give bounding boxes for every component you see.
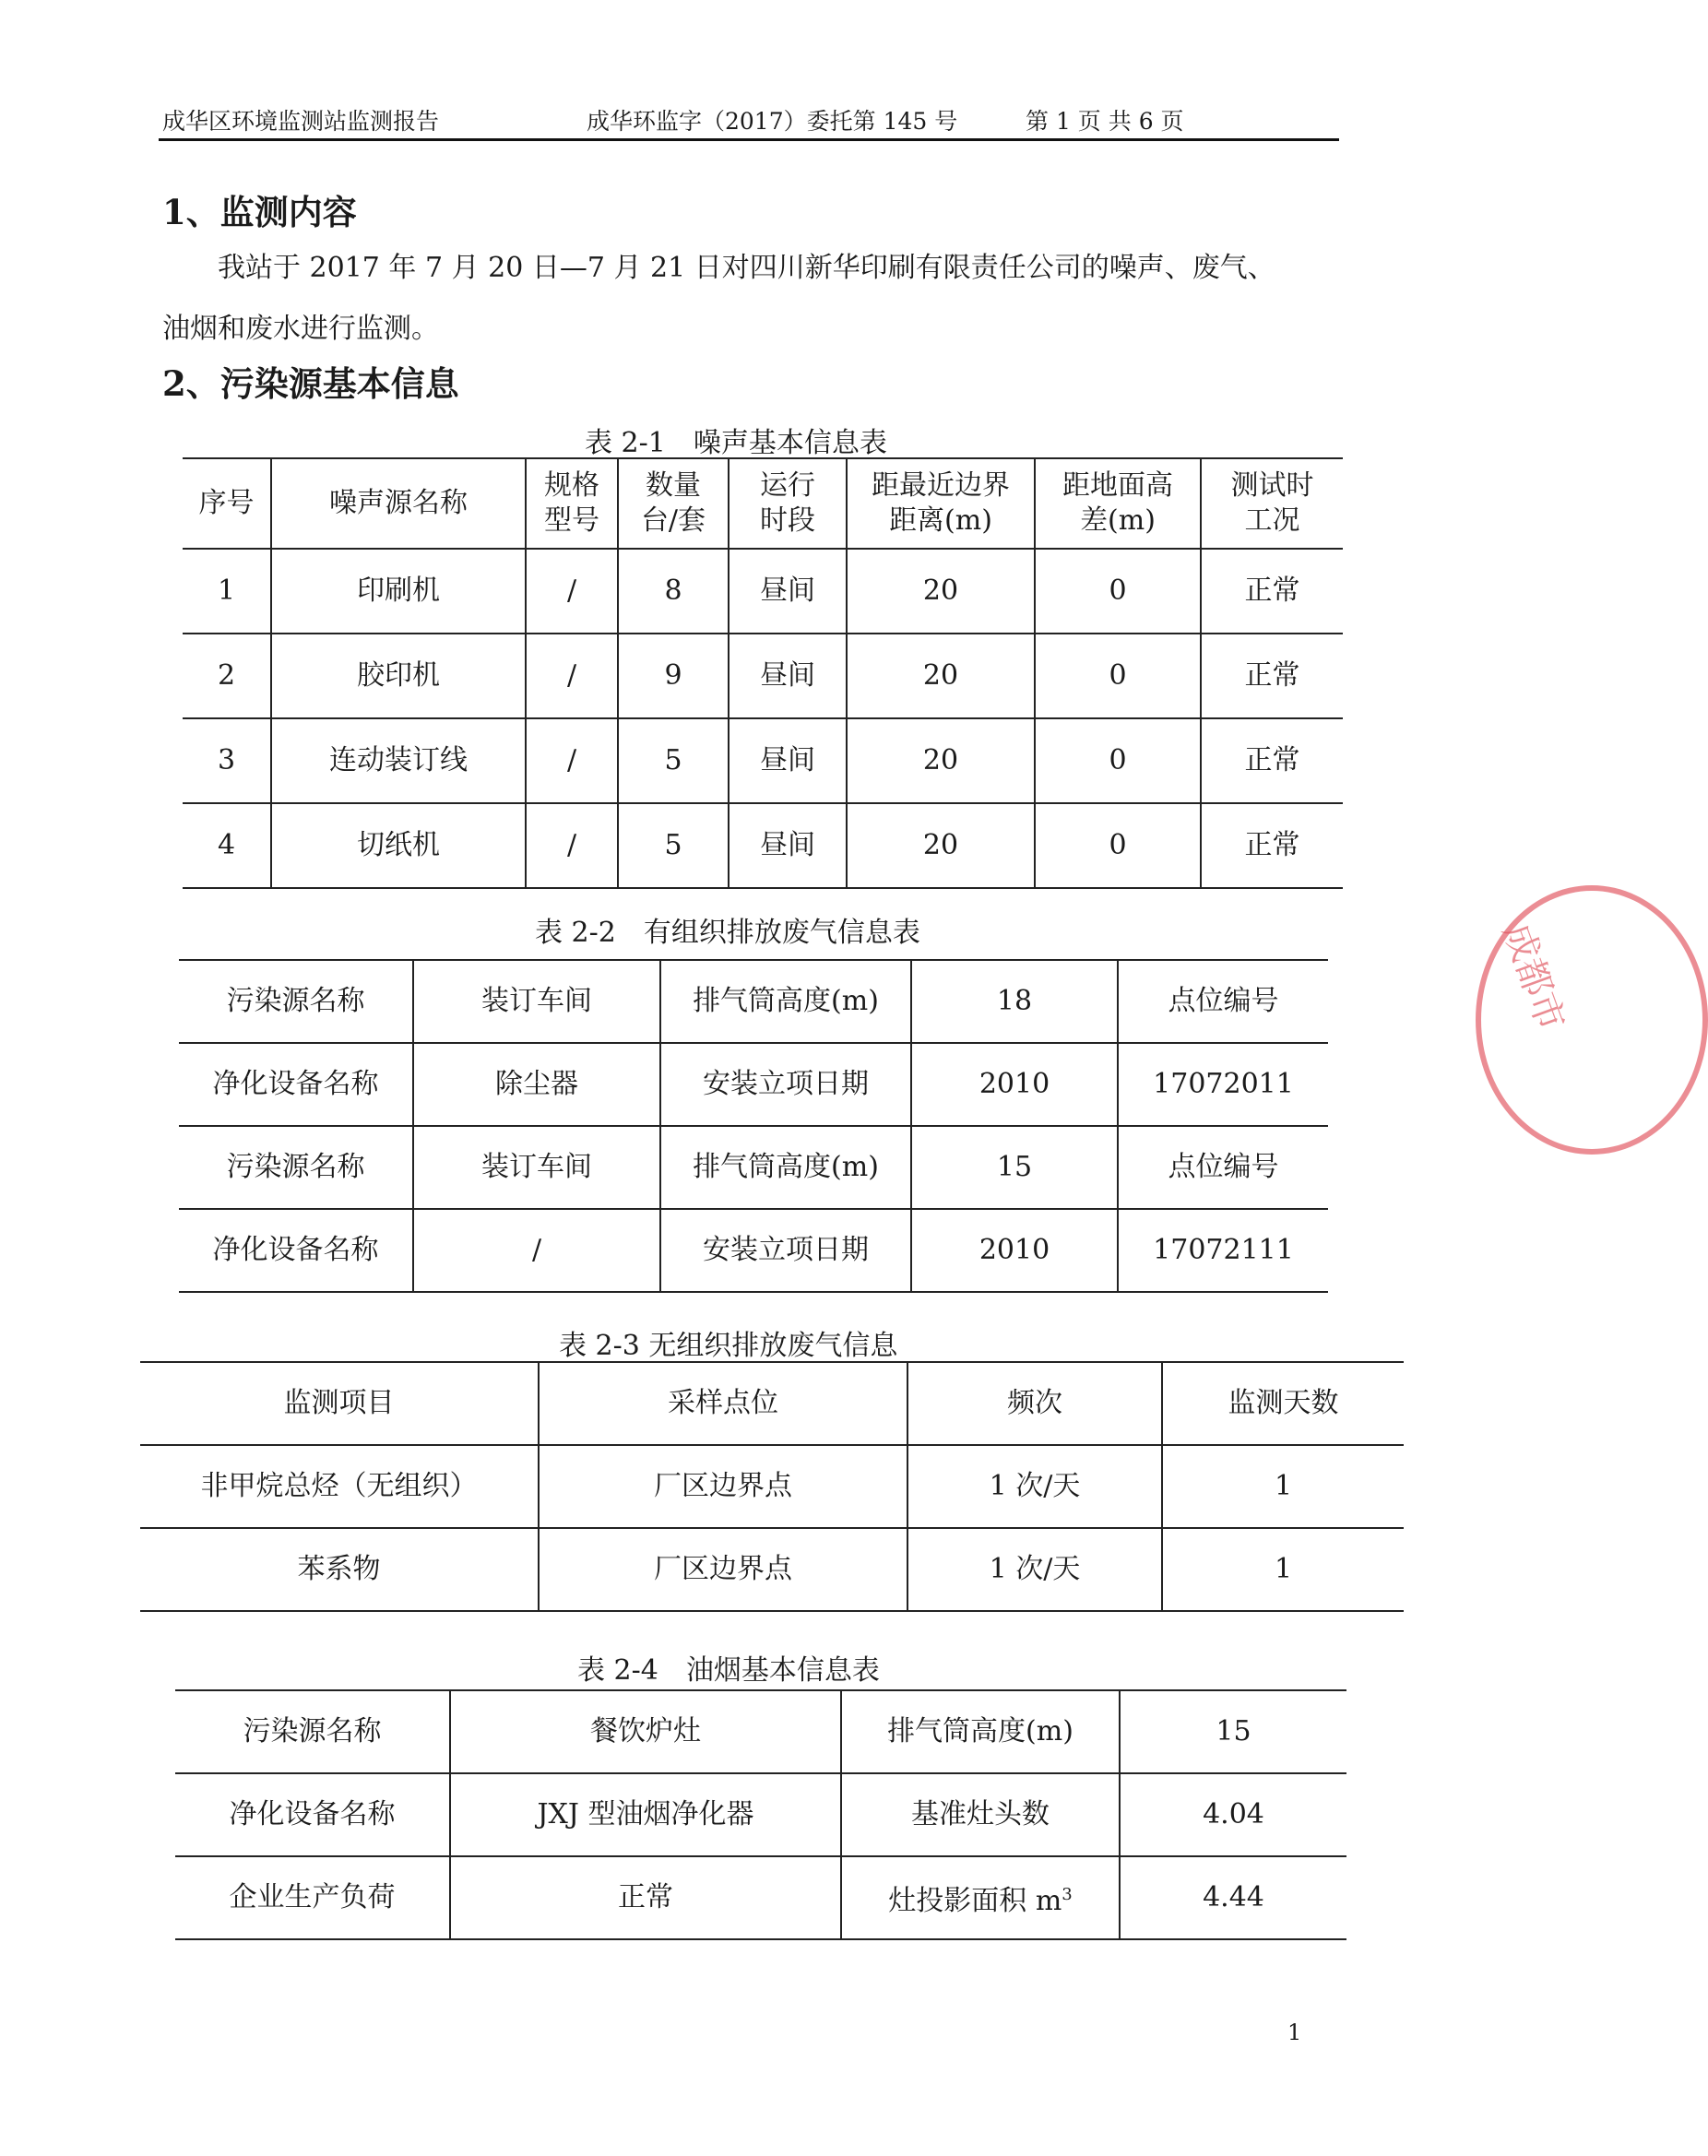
table-cell: / [413, 1209, 660, 1292]
table-cell: 正常 [450, 1856, 841, 1939]
table-cell: 17072111 [1118, 1209, 1328, 1292]
table-cell: 9 [618, 634, 729, 718]
table-cell: 昼间 [729, 634, 847, 718]
table-cell: 净化设备名称 [179, 1209, 413, 1292]
table-row [179, 1209, 1328, 1292]
table3-header-cell: 频次 [907, 1362, 1162, 1445]
table-cell: 17072011 [1118, 1043, 1328, 1126]
table3-header-row [140, 1362, 1404, 1445]
table-cell: 企业生产负荷 [175, 1856, 450, 1939]
page-number: 1 [1287, 2020, 1302, 2045]
table-cell: 装订车间 [413, 960, 660, 1043]
table-cell: 20 [847, 803, 1035, 888]
table-cell: 4.44 [1120, 1856, 1346, 1939]
table-row [183, 634, 1343, 718]
table-row [175, 1690, 1346, 1773]
table-cell: 昼间 [729, 549, 847, 634]
table4-caption: 表 2-4 油烟基本信息表 [577, 1654, 880, 1687]
table-cell: 1 次/天 [907, 1445, 1162, 1528]
table-cell: 净化设备名称 [175, 1773, 450, 1856]
header-page-info: 第 1 页 共 6 页 [1026, 108, 1184, 135]
table-cell: 点位编号 [1118, 1126, 1328, 1209]
table3-header-cell: 采样点位 [539, 1362, 907, 1445]
table-cell: 连动装订线 [271, 718, 526, 803]
table-row [179, 960, 1328, 1043]
table-row [183, 803, 1343, 888]
table1-caption: 表 2-1 噪声基本信息表 [585, 427, 887, 459]
table3-header-cell: 监测项目 [140, 1362, 539, 1445]
table-cell: 正常 [1201, 718, 1343, 803]
table-cell: 2 [183, 634, 271, 718]
table1-header-cell: 数量 台/套 [618, 458, 729, 549]
table1-header-cell: 噪声源名称 [271, 458, 526, 549]
table-cell: 0 [1035, 803, 1201, 888]
table-cell: 昼间 [729, 803, 847, 888]
table-cell: 1 [183, 549, 271, 634]
table-cell: / [526, 718, 618, 803]
table-row [179, 1126, 1328, 1209]
table1-header-cell: 距最近边界 距离(m) [847, 458, 1035, 549]
cubic-superscript: 3 [1062, 1884, 1073, 1904]
table1-header-cell: 规格 型号 [526, 458, 618, 549]
table-cell: 正常 [1201, 803, 1343, 888]
section1-line1: 我站于 2017 年 7 月 20 日—7 月 21 日对四川新华印刷有限责任公司的噪声、废气、 [218, 252, 1275, 284]
table-cell: 0 [1035, 634, 1201, 718]
table-cell: 15 [911, 1126, 1118, 1209]
table-cell: 苯系物 [140, 1528, 539, 1611]
table-cell: 5 [618, 718, 729, 803]
table-cell: / [526, 634, 618, 718]
table-cell: 胶印机 [271, 634, 526, 718]
table-cell [841, 1856, 1120, 1939]
table-cell: 2010 [911, 1043, 1118, 1126]
table1-header-row [183, 458, 1343, 549]
table-row [179, 1043, 1328, 1126]
table-cell: 8 [618, 549, 729, 634]
table-cell: 20 [847, 634, 1035, 718]
table-cell: 昼间 [729, 718, 847, 803]
table-cell: 15 [1120, 1690, 1346, 1773]
table3-caption: 表 2-3 无组织排放废气信息 [559, 1330, 898, 1362]
table-cell: 印刷机 [271, 549, 526, 634]
table-row [140, 1445, 1404, 1528]
table-cell: 除尘器 [413, 1043, 660, 1126]
projection-area-label: 灶投影面积 m [888, 1884, 1062, 1917]
header-rule [159, 138, 1339, 141]
table2-caption: 表 2-2 有组织排放废气信息表 [535, 917, 920, 949]
table-cell: 污染源名称 [175, 1690, 450, 1773]
table-cell: 5 [618, 803, 729, 888]
table-cell: 非甲烷总烃（无组织） [140, 1445, 539, 1528]
noise-info-table [183, 457, 1343, 889]
table-row [140, 1528, 1404, 1611]
table-cell: 1 [1162, 1528, 1404, 1611]
table-cell: 0 [1035, 549, 1201, 634]
table-cell: 安装立项日期 [660, 1209, 911, 1292]
table-cell: 4 [183, 803, 271, 888]
table-cell: 1 [1162, 1445, 1404, 1528]
table1-header-cell: 测试时 工况 [1201, 458, 1343, 549]
table-cell: JXJ 型油烟净化器 [450, 1773, 841, 1856]
table1-header-cell: 距地面高 差(m) [1035, 458, 1201, 549]
table-row [175, 1773, 1346, 1856]
table-cell: 正常 [1201, 549, 1343, 634]
section1-title: 1、监测内容 [162, 192, 357, 232]
table-cell: 点位编号 [1118, 960, 1328, 1043]
table-cell: 污染源名称 [179, 1126, 413, 1209]
table-cell: 餐饮炉灶 [450, 1690, 841, 1773]
table-row [183, 718, 1343, 803]
table-cell: / [526, 549, 618, 634]
table-cell: 18 [911, 960, 1118, 1043]
table1-header-cell: 运行 时段 [729, 458, 847, 549]
table-row [175, 1856, 1346, 1939]
table-cell: 1 次/天 [907, 1528, 1162, 1611]
table-cell: 基准灶头数 [841, 1773, 1120, 1856]
organized-exhaust-table [179, 959, 1328, 1293]
table-cell: 净化设备名称 [179, 1043, 413, 1126]
table3-header-cell: 监测天数 [1162, 1362, 1404, 1445]
header-org: 成华区环境监测站监测报告 [162, 108, 440, 135]
table-cell: 20 [847, 718, 1035, 803]
table-cell: 0 [1035, 718, 1201, 803]
table-cell: 污染源名称 [179, 960, 413, 1043]
section1-paragraph [162, 238, 1338, 360]
table-cell: 厂区边界点 [539, 1445, 907, 1528]
table-cell: 切纸机 [271, 803, 526, 888]
table-cell: 2010 [911, 1209, 1118, 1292]
table-cell: 排气筒高度(m) [841, 1690, 1120, 1773]
table-cell: 正常 [1201, 634, 1343, 718]
table-cell: 4.04 [1120, 1773, 1346, 1856]
table-cell: 安装立项日期 [660, 1043, 911, 1126]
table-cell: 3 [183, 718, 271, 803]
fugitive-exhaust-table [140, 1361, 1404, 1612]
table-cell: / [526, 803, 618, 888]
section1-line2: 油烟和废水进行监测。 [162, 313, 439, 345]
oil-fume-table [175, 1689, 1346, 1940]
table-cell: 排气筒高度(m) [660, 1126, 911, 1209]
table-row [183, 549, 1343, 634]
table-cell: 排气筒高度(m) [660, 960, 911, 1043]
table-cell: 厂区边界点 [539, 1528, 907, 1611]
table1-header-cell: 序号 [183, 458, 271, 549]
section2-title: 2、污染源基本信息 [162, 363, 459, 404]
header-doc-number: 成华环监字（2017）委托第 145 号 [587, 108, 958, 135]
official-seal-text: 成都市 [1494, 918, 1572, 1037]
table-cell: 20 [847, 549, 1035, 634]
table-cell: 装订车间 [413, 1126, 660, 1209]
